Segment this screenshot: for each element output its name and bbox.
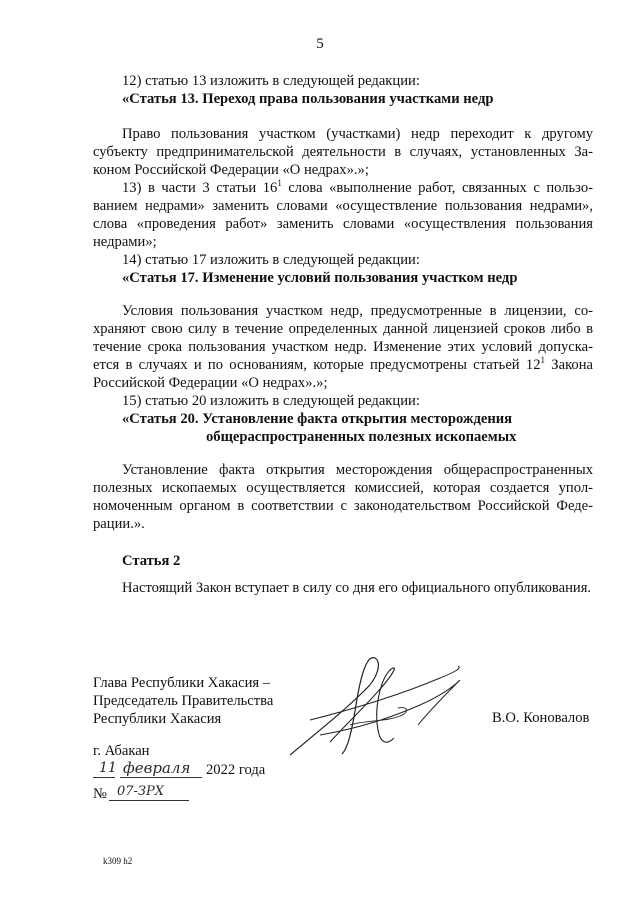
item15-para-line: Установление факта открытия месторождения общераспространенных (122, 462, 593, 478)
number-sign: № (93, 786, 107, 802)
signatory-title-line: Глава Республики Хакасия – (93, 675, 271, 691)
superscript: 1 (540, 355, 545, 366)
date-underline (93, 777, 115, 778)
item12-heading: «Статья 13. Переход права пользования участками недр (122, 91, 494, 107)
superscript: 1 (277, 178, 282, 189)
signatory-title (93, 674, 273, 728)
handwritten-signature (290, 650, 470, 760)
item12-para-line: коном Российской Федерации «О недрах».»; (93, 162, 369, 178)
item15-heading: «Статья 20. Установление факта открытия месторождения (122, 411, 513, 427)
item14-para-line: Российской Федерации «О недрах».»; (93, 375, 328, 391)
law-number (93, 784, 213, 804)
date-year: 2022 года (206, 762, 266, 778)
item15-para-line: номоченным органом в соответствии с законодательством Российской Феде- (93, 498, 593, 514)
item13-text: 13) в части 3 статьи 16 (122, 180, 278, 196)
item13-text: слова «выполнение работ, связанных с пользо- (281, 180, 594, 196)
item14-para-line: течение срока пользования участком недр. Изменение этих условий допуска- (93, 339, 593, 355)
article2-heading: Статья 2 (122, 553, 181, 569)
item15-heading: общераспространенных полезных ископаемых (206, 429, 517, 445)
item14-para-line: Условия пользования участком недр, предусмотренные в лицензии, со- (122, 303, 593, 319)
item14-intro: 14) статью 17 изложить в следующей редакции: (122, 252, 420, 268)
signing-date (93, 759, 293, 782)
footer-code: k309 h2 (103, 856, 133, 866)
signatory-name: В.О. Коновалов (492, 710, 590, 726)
date-month: февраля (123, 759, 191, 777)
item14-text: Закона (545, 357, 593, 373)
article2-text: Настоящий Закон вступает в силу со дня его официального опубликования. (122, 580, 592, 596)
item14-heading: «Статья 17. Изменение условий пользования участком недр (122, 270, 518, 286)
item14-text: ется в случаях и по основаниям, которые предусмотрены статьей 12 (93, 357, 541, 373)
item15-para-line: рации.». (93, 516, 145, 532)
item14-para-line (93, 357, 593, 374)
item13-line (122, 180, 593, 197)
item15-intro: 15) статью 20 изложить в следующей редакции: (122, 393, 420, 409)
page-number: 5 (316, 36, 324, 52)
item13-line: слова «проведения работ» заменить словами «осуществления пользования (93, 216, 593, 232)
date-underline (120, 777, 202, 778)
number-underline (109, 800, 189, 801)
item12-para-line: Право пользования участком (участками) недр переходит к другому (122, 126, 593, 142)
signatory-title-line: Республики Хакасия (93, 711, 222, 727)
signatory-title-line: Председатель Правительства (93, 693, 274, 709)
date-day: 11 (99, 760, 117, 776)
item12-para-line: субъекту предпринимательской деятельности в случаях, установленных За- (93, 144, 593, 160)
item12-intro: 12) статью 13 изложить в следующей редакции: (122, 73, 420, 89)
item15-para-line: полезных ископаемых осуществляется комиссией, которая создается упол- (93, 480, 593, 496)
number-value: 07-ЗРХ (117, 784, 165, 799)
item13-line: ванием недрами» заменить словами «осуществление пользования недрами», (93, 198, 593, 214)
signing-city: г. Абакан (93, 743, 150, 759)
item13-line: недрами»; (93, 234, 157, 250)
item14-para-line: храняют свою силу в течение определенных данной лицензией сроков либо в (93, 321, 593, 337)
